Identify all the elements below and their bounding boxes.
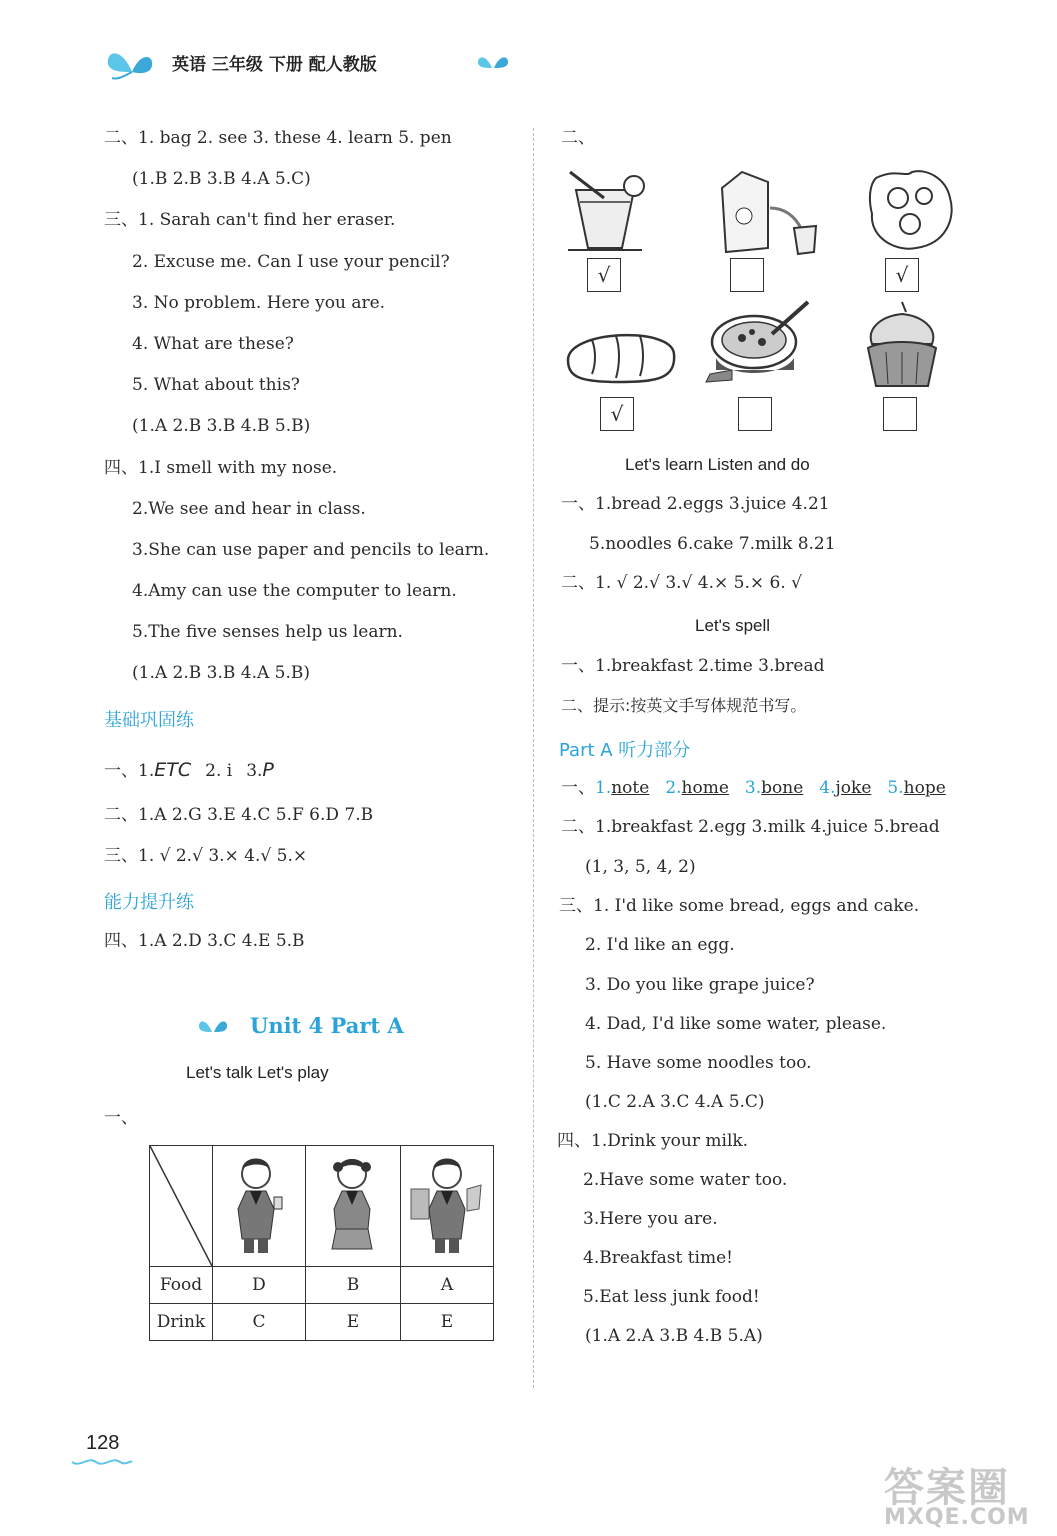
answer-item: 2. i xyxy=(205,761,233,781)
answer-item: 3. xyxy=(246,761,263,781)
answer-line: 2. Excuse me. Can I use your pencil? xyxy=(132,252,450,272)
answer-line xyxy=(104,760,274,781)
girl-eating-image xyxy=(318,1149,388,1259)
answer-line: 4.Amy can use the computer to learn. xyxy=(132,581,457,601)
cupcake-image xyxy=(862,298,942,390)
answer-line xyxy=(561,778,946,798)
page-number-wave-decoration xyxy=(70,1456,134,1470)
underlined-word: home xyxy=(681,778,729,798)
sub-heading: Let's learn Listen and do xyxy=(625,455,810,474)
answer-line: 5. What about this? xyxy=(132,375,300,395)
milk-carton-image xyxy=(712,168,822,258)
unit-title: Unit 4 Part A xyxy=(250,1013,404,1038)
line-prefix: 一、1. xyxy=(104,761,155,781)
watermark-url: MXQE.COM xyxy=(884,1505,1030,1530)
item-number: 5. xyxy=(887,778,904,798)
answer-line: (1.A 2.B 3.B 4.B 5.B) xyxy=(132,416,311,436)
answer-line: 2.We see and hear in class. xyxy=(132,499,366,519)
underlined-word: joke xyxy=(835,778,872,798)
answer-line: 4.Breakfast time! xyxy=(583,1248,734,1268)
answer-line: 5.The five senses help us learn. xyxy=(132,622,403,642)
answer-line: 2. I'd like an egg. xyxy=(585,935,735,955)
butterfly-logo-icon xyxy=(104,42,160,82)
section-heading: Part A 听力部分 xyxy=(559,740,691,761)
answer-line: 二、1.breakfast 2.egg 3.milk 4.juice 5.bread xyxy=(561,817,940,837)
answer-line: 3. No problem. Here you are. xyxy=(132,293,386,313)
answer-table xyxy=(149,1145,494,1341)
sub-heading: Let's talk Let's play xyxy=(186,1063,329,1082)
check-box: √ xyxy=(587,258,621,292)
handwritten-answer: ETC xyxy=(154,759,192,781)
answer-line: 5.Eat less junk food! xyxy=(583,1287,760,1307)
diagonal-header-cell xyxy=(150,1146,213,1267)
boy-with-food-image xyxy=(407,1149,487,1259)
answer-line: 二、提示:按英文手写体规范书写。 xyxy=(561,696,807,715)
answer-line: (1.A 2.B 3.B 4.A 5.B) xyxy=(132,663,311,683)
answer-line: 5.noodles 6.cake 7.milk 8.21 xyxy=(589,534,836,554)
answer-line: 三、1. √ 2.√ 3.× 4.√ 5.× xyxy=(104,846,308,866)
table-cell: C xyxy=(213,1304,306,1341)
check-box xyxy=(730,258,764,292)
check-box: √ xyxy=(600,397,634,431)
answer-line: 3.She can use paper and pencils to learn. xyxy=(132,540,490,560)
girl-picture-cell xyxy=(306,1146,401,1267)
header-title: 英语 三年级 下册 配人教版 xyxy=(172,55,377,75)
item-number: 2. xyxy=(665,778,682,798)
answer-line: 一、1.bread 2.eggs 3.juice 4.21 xyxy=(561,494,830,514)
answer-line: 二、1. √ 2.√ 3.√ 4.× 5.× 6. √ xyxy=(561,573,802,593)
table-cell: D xyxy=(213,1267,306,1304)
answer-line: 二、1.A 2.G 3.E 4.C 5.F 6.D 7.B xyxy=(104,805,374,825)
answer-line: (1.C 2.A 3.C 4.A 5.C) xyxy=(585,1092,765,1112)
eggs-image xyxy=(866,168,956,253)
noodles-bowl-image xyxy=(702,298,814,388)
item-number: 1. xyxy=(595,778,612,798)
boy-picture-cell xyxy=(401,1146,494,1267)
leaf-decoration-icon xyxy=(198,1016,228,1036)
answer-line: 一、 xyxy=(104,1108,138,1128)
boy-drinking-image xyxy=(224,1149,294,1259)
table-cell: B xyxy=(306,1267,401,1304)
table-cell: A xyxy=(401,1267,494,1304)
sub-heading: Let's spell xyxy=(695,616,771,635)
underlined-word: hope xyxy=(903,778,946,798)
section-heading: 基础巩固练 xyxy=(104,710,194,731)
row-label: Food xyxy=(150,1267,213,1304)
check-box: √ xyxy=(885,258,919,292)
diagonal-line xyxy=(150,1146,212,1266)
section-heading: 能力提升练 xyxy=(104,892,194,913)
answer-line: (1.B 2.B 3.B 4.A 5.C) xyxy=(132,169,311,189)
answer-line: 四、1.I smell with my nose. xyxy=(104,458,338,478)
row-label: Drink xyxy=(150,1304,213,1341)
answer-line: (1, 3, 5, 4, 2) xyxy=(585,857,696,877)
underlined-word: note xyxy=(611,778,650,798)
answer-line: 三、1. I'd like some bread, eggs and cake. xyxy=(559,896,920,916)
juice-glass-image xyxy=(560,168,650,253)
answer-line: 二、1. bag 2. see 3. these 4. learn 5. pen xyxy=(104,128,452,148)
answer-line: 4. What are these? xyxy=(132,334,294,354)
column-divider xyxy=(533,128,534,1388)
handwritten-answer: P xyxy=(262,759,274,781)
answer-line: 2.Have some water too. xyxy=(583,1170,788,1190)
check-box xyxy=(883,397,917,431)
watermark-text: 答案圈 xyxy=(884,1465,1010,1511)
item-number: 3. xyxy=(744,778,762,798)
answer-line: (1.A 2.A 3.B 4.B 5.A) xyxy=(585,1326,763,1346)
answer-line: 3. Do you like grape juice? xyxy=(585,975,815,995)
answer-line: 四、1.A 2.D 3.C 4.E 5.B xyxy=(104,931,305,951)
answer-line: 4. Dad, I'd like some water, please. xyxy=(585,1014,887,1034)
table-cell: E xyxy=(401,1304,494,1341)
answer-line: 二、 xyxy=(561,128,595,148)
boy-picture-cell xyxy=(213,1146,306,1267)
table-cell: E xyxy=(306,1304,401,1341)
bread-image xyxy=(562,320,678,386)
answer-line: 三、1. Sarah can't find her eraser. xyxy=(104,210,396,230)
item-number: 4. xyxy=(819,778,836,798)
answer-line: 5. Have some noodles too. xyxy=(585,1053,812,1073)
underlined-word: bone xyxy=(761,778,804,798)
answer-line: 3.Here you are. xyxy=(583,1209,718,1229)
answer-line: 一、1.breakfast 2.time 3.bread xyxy=(561,656,825,676)
page-number: 128 xyxy=(86,1432,120,1454)
line-prefix: 一、 xyxy=(561,778,595,798)
leaf-decoration-icon xyxy=(476,52,510,72)
check-box xyxy=(738,397,772,431)
answer-line: 四、1.Drink your milk. xyxy=(557,1131,749,1151)
